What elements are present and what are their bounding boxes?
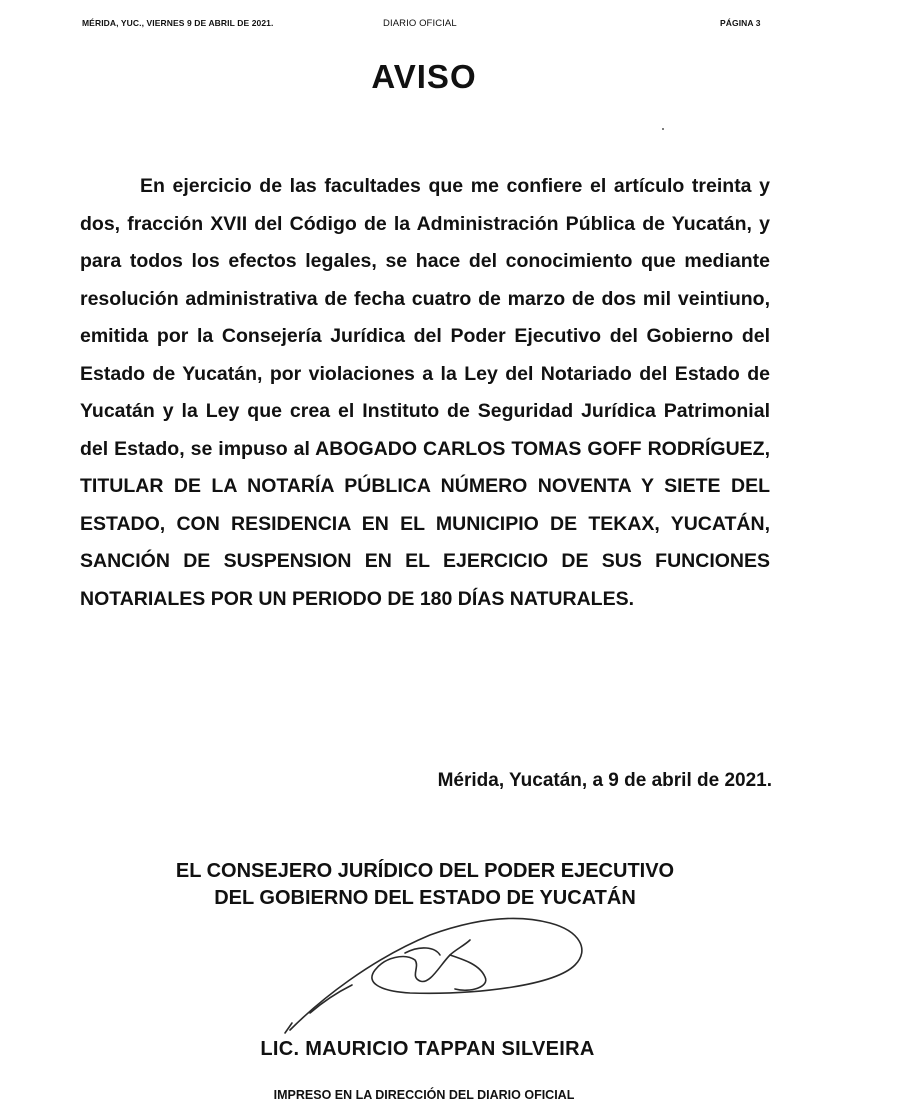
- header-page-number: PÁGINA 3: [720, 18, 761, 28]
- page-header: [0, 18, 900, 32]
- footer-imprint: IMPRESO EN LA DIRECCIÓN DEL DIARIO OFICIAL: [273, 1088, 575, 1102]
- signer-name: LIC. MAURICIO TAPPAN SILVEIRA: [260, 1038, 595, 1060]
- scan-speck: [662, 128, 664, 130]
- handwritten-signature: [280, 905, 620, 1035]
- notice-body: En ejercicio de las facultades que me confiere el artículo treinta y dos, fracción XVII del Código de la Administración Pública de Yucatán, y para todos los efectos legales, se hace del conocimiento que mediante resolución administrativa de fecha cuatro de marzo de dos mil veintiuno, emitida por la Consejería Jurídica del Poder Ejecutivo del Gobierno del Estado de Yucatán, por violaciones a la Ley del Notariado del Estado de Yucatán y la Ley que crea el Instituto de Seguridad Jurídica Patrimonial del Estado, se impuso al ABOGADO CARLOS TOMAS GOFF RODRÍGUEZ, TITULAR DE LA NOTARÍA PÚBLICA NÚMERO NOVENTA Y SIETE DEL ESTADO, CON RESIDENCIA EN EL MUNICIPIO DE TEKAX, YUCATÁN, SANCIÓN DE SUSPENSION EN EL EJERCICIO DE SUS FUNCIONES NOTARIALES POR UN PERIODO DE 180 DÍAS NATURALES.: [80, 175, 770, 610]
- document-title: AVISO: [371, 58, 477, 95]
- signer-title-line-1: EL CONSEJERO JURÍDICO DEL PODER EJECUTIVO: [175, 860, 675, 882]
- header-publication: DIARIO OFICIAL: [383, 18, 457, 29]
- signer-title-line-2: DEL GOBIERNO DEL ESTADO DE YUCATÁN: [214, 887, 636, 909]
- header-date: MÉRIDA, YUC., VIERNES 9 DE ABRIL DE 2021.: [82, 18, 274, 28]
- signer-title-block: [0, 858, 850, 912]
- place-and-date: Mérida, Yucatán, a 9 de abril de 2021.: [437, 770, 772, 791]
